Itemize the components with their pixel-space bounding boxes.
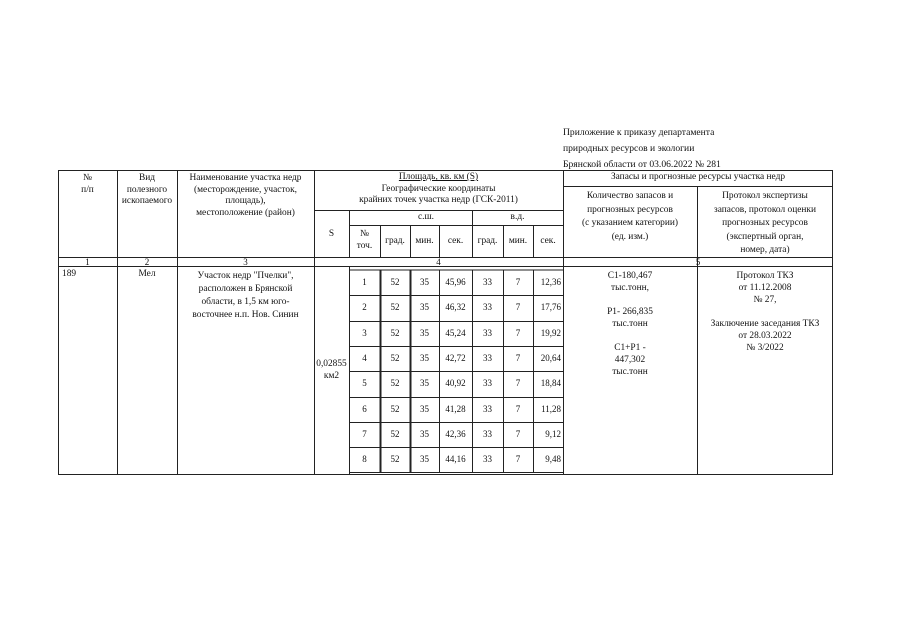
row-protocol-line: Протокол ТКЗ xyxy=(736,271,794,281)
row-name xyxy=(177,270,314,322)
col-number-2: 2 xyxy=(144,257,150,267)
row-protocol-line: от 28.03.2022 xyxy=(738,331,792,341)
point-lon-min: 7 xyxy=(515,352,521,363)
point-lon-sec: 12,36 xyxy=(540,277,561,287)
point-lat-sec: 45,24 xyxy=(445,327,466,338)
row-area-value: 0,02855 xyxy=(316,359,347,369)
row-protocol xyxy=(697,270,833,354)
row-name-line: восточнее н.п. Нов. Синин xyxy=(192,310,299,320)
point-point-number: 4 xyxy=(362,352,367,363)
header-point-line: № xyxy=(360,229,369,239)
point-lat-min: 35 xyxy=(420,352,429,363)
header-coords-line: крайних точек участка недр (ГСК-2011) xyxy=(359,195,518,205)
point-lon-min: 7 xyxy=(515,403,521,414)
row-number: 189 xyxy=(62,269,77,279)
appendix-note xyxy=(563,125,721,173)
point-lat-sec: 41,28 xyxy=(445,403,466,414)
point-lon-sec: 9,12 xyxy=(545,428,561,439)
point-lat-min: 35 xyxy=(420,403,429,414)
header-number-line: п/п xyxy=(81,184,94,195)
header-protocol-line: прогнозных ресурсов xyxy=(722,218,808,228)
row-protocol-line: от 11.12.2008 xyxy=(738,283,792,293)
header-area-title: Площадь, кв. км (S) xyxy=(398,172,479,182)
row-area-unit: км2 xyxy=(323,371,340,381)
point-lat-sec: 46,32 xyxy=(445,302,466,313)
point-lon-deg: 33 xyxy=(483,403,492,414)
row-quantity xyxy=(563,270,697,378)
point-lat-deg: 52 xyxy=(390,454,400,465)
row-name-line: Участок недр "Пчелки", xyxy=(197,271,294,281)
reserves-table xyxy=(58,170,833,475)
row-quantity-line: тыс.тонн xyxy=(612,367,648,377)
header-quantity-line: (ед. изм.) xyxy=(611,231,649,242)
header-kind-line: полезного xyxy=(126,184,168,195)
point-point-number: 7 xyxy=(362,428,367,439)
header-number-line: № xyxy=(83,173,92,183)
point-lon-min: 7 xyxy=(515,277,521,287)
row-quantity-line xyxy=(563,330,697,342)
point-point-number: 6 xyxy=(362,403,367,414)
header-lon-deg: град. xyxy=(477,236,498,246)
point-lat-sec: 42,36 xyxy=(445,428,466,439)
col-number-4: 4 xyxy=(436,257,441,267)
point-lat-deg: 52 xyxy=(390,327,400,338)
row-protocol-line: № 27, xyxy=(753,295,777,305)
row-protocol-line: № 3/2022 xyxy=(746,343,784,353)
point-lon-min: 7 xyxy=(515,454,521,465)
header-lat-sec: сек. xyxy=(447,236,464,246)
point-lat-sec: 42,72 xyxy=(445,352,466,363)
point-point-number: 1 xyxy=(362,277,367,287)
row-quantity-line: С1+Р1 - xyxy=(614,343,646,353)
appendix-line-1: Приложение к приказу департамента xyxy=(563,127,715,138)
point-lon-sec: 9,48 xyxy=(545,454,561,465)
header-quantity-line: прогнозных ресурсов xyxy=(587,204,673,215)
header-protocol-line: запасов, протокол оценки xyxy=(714,204,816,215)
header-lon-min: мин. xyxy=(508,236,528,246)
appendix-line-3: Брянской области от 03.06.2022 № 281 xyxy=(563,159,721,170)
header-lat-min: мин. xyxy=(415,236,434,246)
point-lat-min: 35 xyxy=(420,327,429,338)
row-kind: Мел xyxy=(138,269,156,279)
header-name xyxy=(177,173,314,219)
point-lat-sec: 44,16 xyxy=(445,454,466,465)
point-lat-min: 35 xyxy=(420,378,429,389)
point-lat-sec: 40,92 xyxy=(445,378,466,389)
header-number xyxy=(58,173,117,196)
point-lon-sec: 19,92 xyxy=(540,327,561,338)
row-name-line: расположен в Брянской xyxy=(198,284,293,294)
point-lat-deg: 52 xyxy=(390,302,400,313)
row-quantity-line: тыс.тонн, xyxy=(611,283,649,293)
point-point-number: 2 xyxy=(362,302,367,313)
header-protocol-line: номер, дата) xyxy=(740,245,790,255)
point-lat-min: 35 xyxy=(420,277,429,287)
row-quantity-line: 447,302 xyxy=(614,355,646,365)
point-lat-sec: 45,96 xyxy=(445,277,466,287)
point-lat-deg: 52 xyxy=(390,378,400,389)
header-s: S xyxy=(328,229,335,239)
col-number-1: 1 xyxy=(85,257,90,267)
point-lon-min: 7 xyxy=(515,378,521,389)
row-quantity-line: С1-180,467 xyxy=(607,271,653,281)
point-lat-min: 35 xyxy=(420,454,429,465)
header-name-line: местоположение (район) xyxy=(196,207,295,218)
header-kind-line: Вид xyxy=(138,173,156,183)
row-area xyxy=(314,358,349,382)
point-lat-deg: 52 xyxy=(390,428,400,439)
row-quantity-line: Р1- 266,835 xyxy=(607,307,653,317)
point-lon-sec: 18,84 xyxy=(540,378,561,389)
header-name-line: Наименование участка недр xyxy=(189,173,302,183)
point-lon-deg: 33 xyxy=(483,454,492,465)
header-kind xyxy=(117,173,177,208)
point-lon-deg: 33 xyxy=(483,428,492,439)
point-lat-deg: 52 xyxy=(390,403,400,414)
row-quantity-line: тыс.тонн xyxy=(612,319,648,329)
header-name-line: площадь), xyxy=(225,196,266,206)
point-point-number: 3 xyxy=(362,327,367,338)
header-lon-sec: сек. xyxy=(540,236,556,246)
point-lat-deg: 52 xyxy=(390,352,400,363)
col-number-5: 5 xyxy=(695,257,701,267)
header-north: с.ш. xyxy=(417,212,435,222)
header-quantity xyxy=(563,190,697,244)
point-point-number: 5 xyxy=(362,378,367,389)
point-lat-min: 35 xyxy=(420,428,429,439)
header-east: в.д. xyxy=(510,212,525,222)
header-quantity-line: Количество запасов и xyxy=(586,191,674,201)
row-name-line: области, в 1,5 км юго- xyxy=(201,297,290,307)
header-area xyxy=(314,172,563,207)
point-lon-sec: 17,76 xyxy=(540,302,561,313)
header-point xyxy=(349,229,380,252)
header-protocol-line: Протокол экспертизы xyxy=(722,191,808,201)
row-protocol-line: Заключение заседания ТКЗ xyxy=(710,319,820,329)
header-reserves: Запасы и прогнозные ресурсы участка недр xyxy=(610,172,786,182)
point-lon-min: 7 xyxy=(515,327,521,338)
point-lon-deg: 33 xyxy=(483,327,492,338)
point-lon-min: 7 xyxy=(515,302,521,313)
point-lat-min: 35 xyxy=(420,302,429,313)
header-coords-line: Географические координаты xyxy=(381,183,496,194)
header-name-line: (месторождение, участок, xyxy=(194,184,297,195)
point-lon-deg: 33 xyxy=(483,352,492,363)
point-lon-sec: 20,64 xyxy=(540,352,561,363)
header-point-line: точ. xyxy=(356,240,373,251)
point-lon-deg: 33 xyxy=(483,277,492,287)
header-protocol xyxy=(697,190,833,258)
header-lat-deg: град. xyxy=(385,236,405,246)
row-protocol-line xyxy=(697,306,833,318)
col-number-3: 3 xyxy=(243,257,248,267)
point-lon-min: 7 xyxy=(515,428,521,439)
point-lon-deg: 33 xyxy=(483,302,492,313)
point-lon-deg: 33 xyxy=(483,378,492,389)
point-point-number: 8 xyxy=(362,454,367,465)
header-kind-line: ископаемого xyxy=(121,196,173,206)
point-lat-deg: 52 xyxy=(390,277,400,287)
header-protocol-line: (экспертный орган, xyxy=(726,231,804,242)
appendix-line-2: природных ресурсов и экологии xyxy=(563,143,695,154)
point-lon-sec: 11,28 xyxy=(541,403,561,414)
header-quantity-line: (с указанием категории) xyxy=(582,218,678,228)
row-quantity-line xyxy=(563,294,697,306)
